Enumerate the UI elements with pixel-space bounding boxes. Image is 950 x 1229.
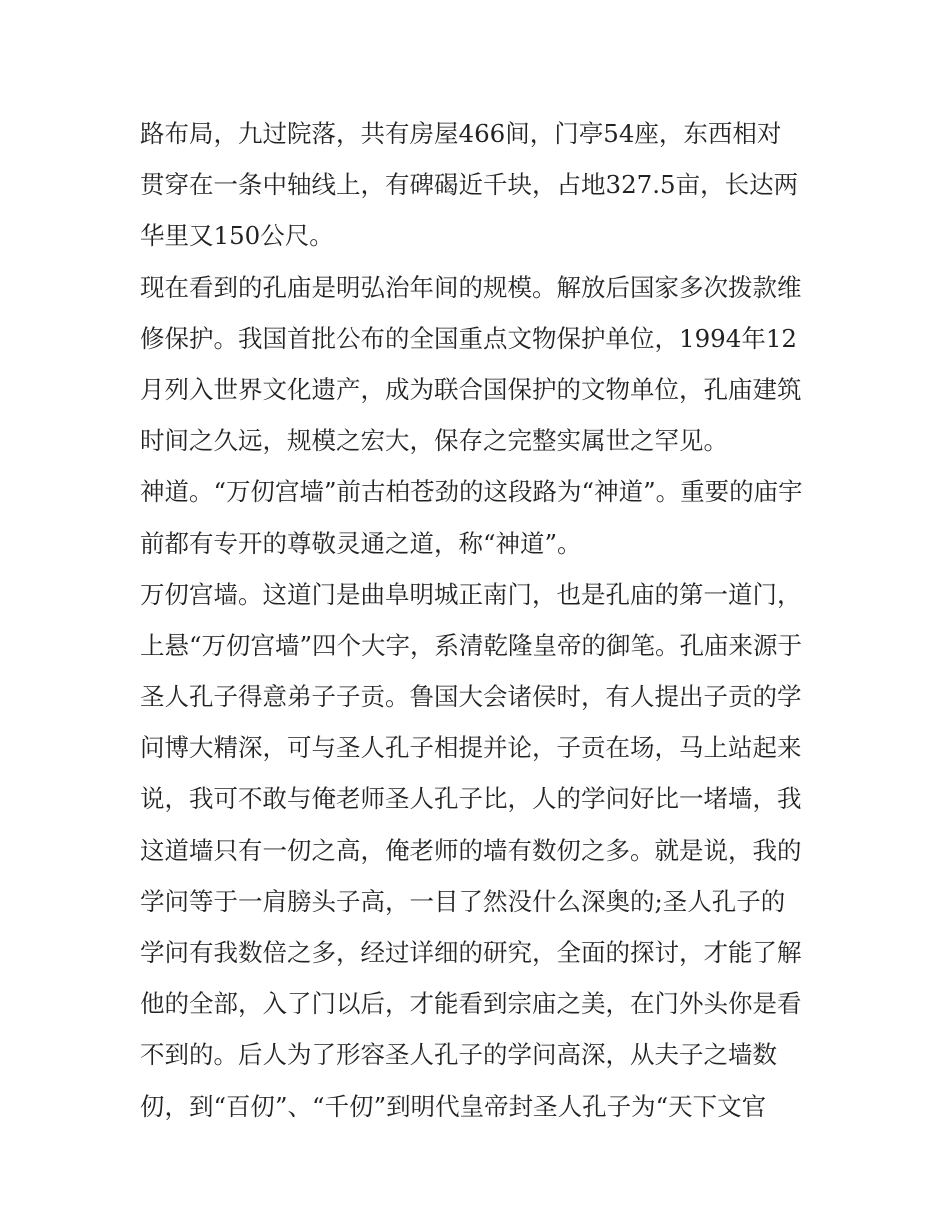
text-line-6: 月列入世界文化遗产，成为联合国保护的文物单位，孔庙建筑 xyxy=(140,374,802,404)
text-line-11: 上悬“万仞宫墙”四个大字，系清乾隆皇帝的御笔。孔庙来源于 xyxy=(140,630,803,660)
text-line-13: 问博大精深，可与圣人孔子相提并论，子贡在场，马上站起来 xyxy=(140,733,802,763)
text-line-4: 现在看到的孔庙是明弘治年间的规模。解放后国家多次拨款维 xyxy=(140,272,802,302)
text-line-18: 他的全部，入了门以后，才能看到宗庙之美，在门外头你是看 xyxy=(140,989,802,1019)
text-line-20: 仞，到“百仞”、“千仞”到明代皇帝封圣人孔子为“天下文官 xyxy=(140,1091,767,1121)
text-line-5: 修保护。我国首批公布的全国重点文物保护单位，1994年12 xyxy=(140,323,798,353)
text-line-8: 神道。“万仞宫墙”前古柏苍劲的这段路为“神道”。重要的庙宇 xyxy=(140,477,803,507)
text-line-3: 华里又150公尺。 xyxy=(140,221,334,251)
text-line-19: 不到的。后人为了形容圣人孔子的学问高深，从夫子之墙数 xyxy=(140,1040,777,1070)
text-line-17: 学问有我数倍之多，经过详细的研究，全面的探讨，才能了解 xyxy=(140,938,802,967)
text-line-2: 贯穿在一条中轴线上，有碑碣近千块，占地327.5亩，长达两 xyxy=(140,170,799,200)
body-text xyxy=(140,108,820,1132)
text-line-16: 学问等于一肩膀头子高，一目了然没什么深奥的;圣人孔子的 xyxy=(140,886,786,916)
text-line-12: 圣人孔子得意弟子子贡。鲁国大会诸侯时，有人提出子贡的学 xyxy=(140,682,802,712)
text-line-15: 这道墙只有一仞之高，俺老师的墙有数仞之多。就是说，我的 xyxy=(140,835,802,865)
text-line-10: 万仞宫墙。这道门是曲阜明城正南门，也是孔庙的第一道门， xyxy=(140,579,802,609)
text-line-14: 说，我可不敢与俺老师圣人孔子比，人的学问好比一堵墙，我 xyxy=(140,784,802,814)
text-line-7: 时间之久远，规模之宏大，保存之完整实属世之罕见。 xyxy=(140,426,728,456)
text-line-1: 路布局，九过院落，共有房屋466间，门亭54座，东西相对 xyxy=(140,119,782,148)
text-line-9: 前都有专开的尊敬灵通之道，称“神道”。 xyxy=(140,528,582,558)
